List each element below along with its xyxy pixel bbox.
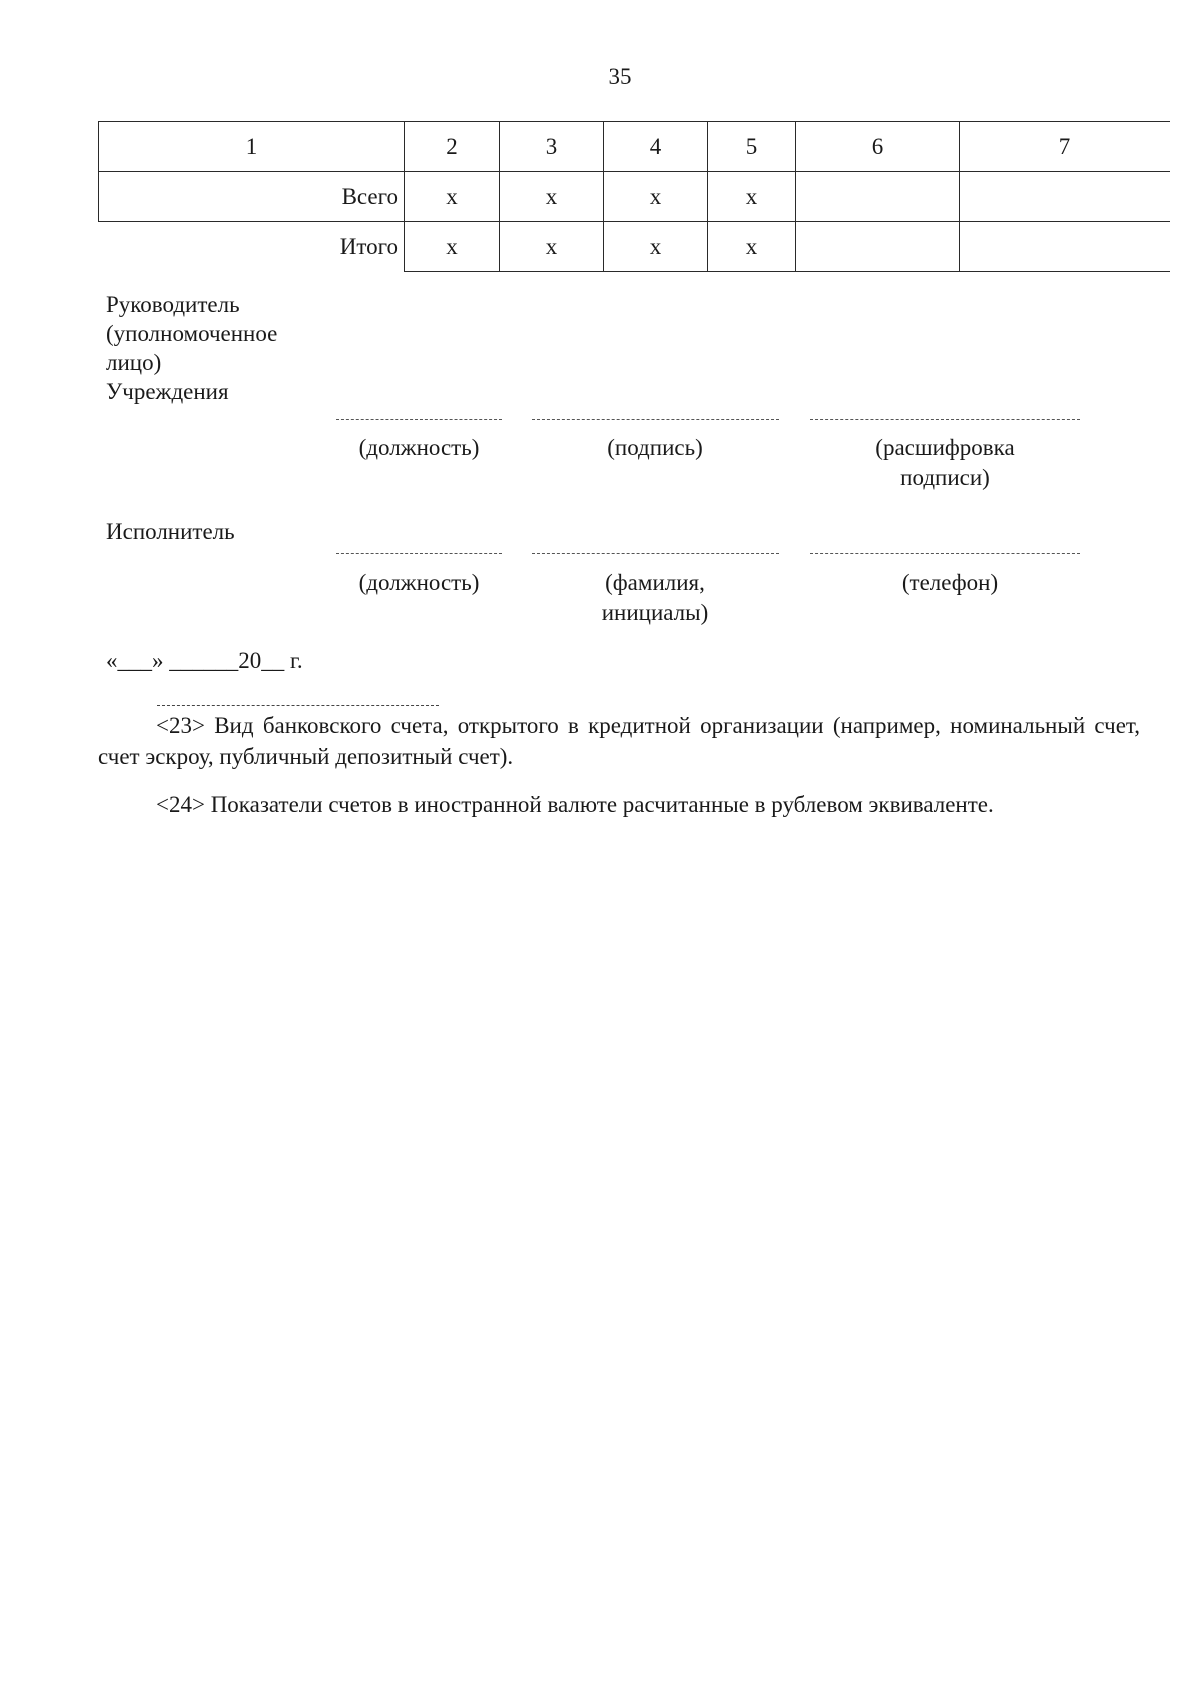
- header-cell: 2: [405, 122, 500, 172]
- table-cell: x: [500, 222, 604, 272]
- table-row-grand-total: [99, 222, 1170, 272]
- table-cell: [796, 172, 960, 222]
- header-cell: 4: [604, 122, 708, 172]
- summary-table: [98, 121, 1170, 272]
- footnote-23: <23> Вид банковского счета, открытого в кредитной организации (например, номинальный счет, счет эскроу, публичный депозитный счет).: [98, 713, 1140, 769]
- header-cell: 5: [708, 122, 796, 172]
- executor-label: Исполнитель: [106, 519, 235, 544]
- table-cell: x: [405, 222, 500, 272]
- table-cell: [960, 222, 1170, 272]
- table-cell: x: [405, 172, 500, 222]
- row-label-total: Всего: [99, 172, 405, 222]
- header-cell: 3: [500, 122, 604, 172]
- table-cell: [960, 172, 1170, 222]
- page-number: 35: [608, 64, 632, 89]
- executor-name-line[interactable]: [532, 553, 779, 554]
- header-cell: 7: [960, 122, 1170, 172]
- caption-signature-decoding: (расшифровка подписи): [875, 435, 1015, 490]
- caption-executor-name: (фамилия, инициалы): [601, 570, 709, 625]
- table-cell: x: [604, 172, 708, 222]
- header-cell: 1: [99, 122, 405, 172]
- table-cell: [796, 222, 960, 272]
- caption-executor-position: (должность): [358, 570, 480, 595]
- header-cell: 6: [796, 122, 960, 172]
- executor-position-line[interactable]: [336, 553, 502, 554]
- signature-line[interactable]: [532, 419, 779, 420]
- table-cell: x: [708, 222, 796, 272]
- footnote-separator: [157, 705, 439, 706]
- table-cell: x: [604, 222, 708, 272]
- position-signature-line[interactable]: [336, 419, 502, 420]
- caption-signature: (подпись): [607, 435, 703, 460]
- date-line[interactable]: «___» ______20__ г.: [106, 648, 303, 673]
- table-cell: x: [500, 172, 604, 222]
- table-row-total: [99, 172, 1170, 222]
- table-cell: x: [708, 172, 796, 222]
- executor-phone-line[interactable]: [810, 553, 1080, 554]
- signature-decoding-line[interactable]: [810, 419, 1080, 420]
- table-header-row: [99, 122, 1170, 172]
- footnote-24: <24> Показатели счетов в иностранной валюте расчитанные в рублевом эквиваленте.: [156, 792, 994, 817]
- caption-position: (должность): [358, 435, 480, 460]
- caption-executor-phone: (телефон): [901, 570, 999, 595]
- head-label: Руководитель (уполномоченное лицо) Учреждения: [106, 292, 278, 404]
- row-label-grand-total: Итого: [99, 222, 405, 272]
